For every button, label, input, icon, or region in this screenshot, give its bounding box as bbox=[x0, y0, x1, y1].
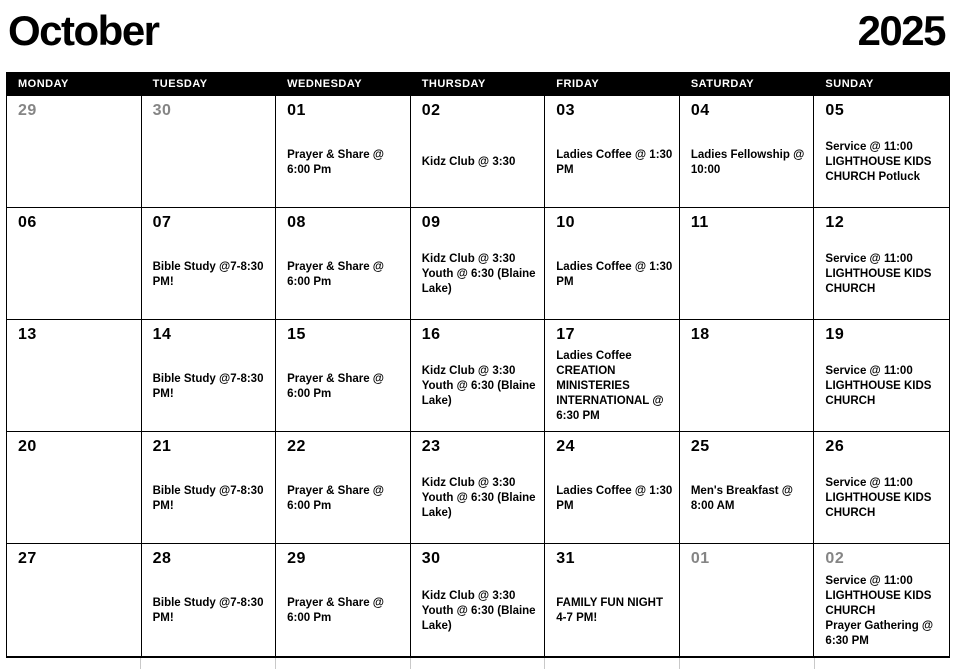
event-list bbox=[556, 568, 673, 652]
day-number: 30 bbox=[152, 102, 172, 119]
event-text: CREATION MINISTERIES INTERNATIONAL @ 6:30 PM bbox=[556, 365, 664, 423]
event-list bbox=[825, 456, 943, 539]
day-number: 19 bbox=[825, 326, 845, 343]
day-cell bbox=[142, 432, 277, 544]
event-text: Kidz Club @ 3:30 bbox=[421, 253, 516, 266]
day-number: 10 bbox=[556, 214, 576, 231]
event-list bbox=[556, 232, 673, 315]
event-text: Bible Study @7-8:30 PM! bbox=[152, 484, 264, 512]
event-text: Kidz Club @ 3:30 bbox=[421, 477, 516, 490]
event-list bbox=[556, 344, 673, 427]
event-list bbox=[287, 232, 404, 315]
day-cell bbox=[545, 96, 680, 208]
event-text: Prayer & Share @ 6:00 Pm bbox=[287, 148, 385, 176]
event-text: Ladies Coffee @ 1:30 PM bbox=[556, 260, 673, 288]
day-number: 29 bbox=[18, 102, 37, 119]
week-row bbox=[7, 96, 949, 208]
event-text: Prayer Gathering @ 6:30 PM bbox=[825, 619, 934, 647]
event-text: LIGHTHOUSE KIDS CHURCH bbox=[825, 589, 932, 617]
event-list bbox=[287, 456, 404, 539]
event-text: Kidz Club @ 3:30 bbox=[421, 589, 516, 602]
event-list bbox=[153, 232, 270, 315]
day-number: 23 bbox=[421, 438, 441, 455]
day-number: 20 bbox=[18, 438, 37, 455]
day-number: 14 bbox=[152, 326, 172, 343]
event-list bbox=[153, 568, 270, 652]
day-number: 29 bbox=[287, 550, 306, 567]
day-number: 22 bbox=[287, 438, 306, 455]
day-number: 02 bbox=[825, 550, 845, 567]
event-text: LIGHTHOUSE KIDS CHURCH bbox=[825, 492, 932, 520]
day-cell bbox=[142, 320, 277, 432]
event-list bbox=[691, 120, 808, 203]
event-list bbox=[422, 568, 539, 652]
event-list bbox=[153, 344, 270, 427]
event-list bbox=[691, 232, 808, 315]
day-cell bbox=[276, 544, 411, 656]
day-cell bbox=[814, 432, 949, 544]
event-list bbox=[691, 456, 808, 539]
event-text: LIGHTHOUSE KIDS CHURCH bbox=[825, 268, 932, 296]
year-title: 2025 bbox=[857, 7, 945, 54]
weekday-header: FRIDAY bbox=[556, 78, 600, 90]
strip-segment bbox=[680, 658, 815, 669]
event-list bbox=[691, 568, 808, 652]
cropped-next-row-strip bbox=[6, 658, 950, 669]
event-text: FAMILY FUN NIGHT 4-7 PM! bbox=[556, 597, 663, 625]
weekday-header: THURSDAY bbox=[421, 78, 486, 90]
event-list bbox=[556, 456, 673, 539]
event-list bbox=[691, 344, 808, 427]
day-number: 25 bbox=[690, 438, 710, 455]
day-cell bbox=[276, 320, 411, 432]
day-number: 07 bbox=[152, 214, 172, 231]
event-list bbox=[556, 120, 673, 203]
day-number: 12 bbox=[825, 214, 845, 231]
day-number: 17 bbox=[556, 326, 576, 343]
day-number: 02 bbox=[421, 102, 441, 119]
event-text: Men's Breakfast @ 8:00 AM bbox=[690, 484, 793, 512]
day-cell bbox=[276, 96, 411, 208]
day-number: 11 bbox=[690, 214, 709, 231]
weekday-header: SATURDAY bbox=[690, 78, 755, 90]
event-text: Youth @ 6:30 (Blaine Lake) bbox=[421, 380, 536, 408]
day-number: 08 bbox=[287, 214, 306, 231]
day-number: 24 bbox=[556, 438, 576, 455]
day-number: 01 bbox=[690, 550, 710, 567]
strip-segment bbox=[411, 658, 546, 669]
event-text: LIGHTHOUSE KIDS CHURCH Potluck bbox=[825, 156, 932, 184]
event-text: Kidz Club @ 3:30 bbox=[421, 156, 516, 169]
day-cell bbox=[7, 96, 142, 208]
event-text: Bible Study @7-8:30 PM! bbox=[152, 372, 264, 400]
event-list bbox=[287, 568, 404, 652]
event-text: Service @ 11:00 bbox=[825, 253, 913, 266]
day-cell bbox=[276, 432, 411, 544]
day-cell bbox=[411, 208, 546, 320]
day-cell bbox=[7, 544, 142, 656]
event-list bbox=[422, 120, 539, 203]
day-number: 15 bbox=[287, 326, 306, 343]
event-list bbox=[153, 120, 270, 203]
day-number: 01 bbox=[287, 102, 306, 119]
day-cell bbox=[545, 544, 680, 656]
day-number: 18 bbox=[690, 326, 710, 343]
event-text: Youth @ 6:30 (Blaine Lake) bbox=[421, 492, 536, 520]
event-list bbox=[422, 344, 539, 427]
weeks-container bbox=[7, 96, 949, 656]
day-cell bbox=[680, 96, 815, 208]
event-text: Service @ 11:00 bbox=[825, 365, 913, 378]
day-cell bbox=[142, 544, 277, 656]
weekday-header: MONDAY bbox=[18, 78, 69, 90]
week-row bbox=[7, 208, 949, 320]
event-list bbox=[825, 120, 943, 203]
day-cell bbox=[814, 96, 949, 208]
day-number: 04 bbox=[690, 102, 710, 119]
event-text: Prayer & Share @ 6:00 Pm bbox=[287, 372, 385, 400]
event-text: Prayer & Share @ 6:00 Pm bbox=[287, 484, 385, 512]
day-number: 27 bbox=[18, 550, 37, 567]
event-text: Ladies Coffee @ 1:30 PM bbox=[556, 148, 673, 176]
day-number: 31 bbox=[556, 550, 576, 567]
event-text: Service @ 11:00 bbox=[825, 477, 913, 490]
strip-segment bbox=[141, 658, 276, 669]
title-bar bbox=[0, 0, 953, 72]
day-cell bbox=[142, 96, 277, 208]
event-text: Prayer & Share @ 6:00 Pm bbox=[287, 260, 385, 288]
event-text: Prayer & Share @ 6:00 Pm bbox=[287, 597, 385, 625]
event-list bbox=[825, 232, 943, 315]
week-row bbox=[7, 432, 949, 544]
day-cell bbox=[680, 208, 815, 320]
day-cell bbox=[680, 320, 815, 432]
day-cell bbox=[814, 208, 949, 320]
event-list bbox=[287, 344, 404, 427]
day-cell bbox=[545, 208, 680, 320]
event-list bbox=[18, 568, 135, 652]
event-list bbox=[825, 344, 943, 427]
day-cell bbox=[545, 320, 680, 432]
weekday-header-row bbox=[7, 72, 949, 96]
day-number: 03 bbox=[556, 102, 576, 119]
event-text: Ladies Coffee @ 1:30 PM bbox=[556, 484, 673, 512]
event-text: Service @ 11:00 bbox=[825, 141, 913, 154]
day-cell bbox=[276, 208, 411, 320]
day-number: 05 bbox=[825, 102, 845, 119]
event-text: LIGHTHOUSE KIDS CHURCH bbox=[825, 380, 932, 408]
event-list bbox=[18, 232, 135, 315]
day-cell bbox=[411, 544, 546, 656]
day-cell bbox=[7, 208, 142, 320]
day-number: 30 bbox=[421, 550, 441, 567]
day-number: 28 bbox=[152, 550, 172, 567]
event-list bbox=[18, 120, 135, 203]
day-cell bbox=[7, 320, 142, 432]
event-text: Youth @ 6:30 (Blaine Lake) bbox=[421, 604, 536, 632]
event-text: Ladies Fellowship @ 10:00 bbox=[690, 148, 805, 176]
strip-segment bbox=[815, 658, 950, 669]
month-title: October bbox=[8, 7, 159, 54]
event-text: Bible Study @7-8:30 PM! bbox=[152, 260, 264, 288]
event-list bbox=[422, 456, 539, 539]
strip-segment bbox=[6, 658, 141, 669]
day-number: 16 bbox=[421, 326, 441, 343]
event-list bbox=[422, 232, 539, 315]
week-row bbox=[7, 320, 949, 432]
event-list bbox=[18, 456, 135, 539]
day-cell bbox=[142, 208, 277, 320]
event-text: Bible Study @7-8:30 PM! bbox=[152, 597, 264, 625]
event-list bbox=[153, 456, 270, 539]
calendar-grid bbox=[6, 72, 950, 658]
day-number: 21 bbox=[152, 438, 172, 455]
day-number: 26 bbox=[825, 438, 845, 455]
day-cell bbox=[680, 544, 815, 656]
day-cell bbox=[411, 320, 546, 432]
event-text: Service @ 11:00 bbox=[825, 574, 913, 587]
day-cell bbox=[411, 432, 546, 544]
day-cell bbox=[680, 432, 815, 544]
weekday-header: TUESDAY bbox=[152, 78, 208, 90]
event-text: Kidz Club @ 3:30 bbox=[421, 365, 516, 378]
strip-segment bbox=[545, 658, 680, 669]
event-text: Youth @ 6:30 (Blaine Lake) bbox=[421, 268, 536, 296]
day-cell bbox=[411, 96, 546, 208]
weekday-header: WEDNESDAY bbox=[287, 78, 363, 90]
day-number: 06 bbox=[18, 214, 37, 231]
weekday-header: SUNDAY bbox=[825, 78, 874, 90]
day-number: 13 bbox=[18, 326, 37, 343]
strip-segment bbox=[276, 658, 411, 669]
day-cell bbox=[814, 544, 949, 656]
event-list bbox=[287, 120, 404, 203]
event-list bbox=[825, 568, 943, 652]
day-cell bbox=[545, 432, 680, 544]
day-cell bbox=[7, 432, 142, 544]
event-text: Ladies Coffee bbox=[556, 350, 632, 363]
day-cell bbox=[814, 320, 949, 432]
day-number: 09 bbox=[421, 214, 441, 231]
week-row bbox=[7, 544, 949, 656]
event-list bbox=[18, 344, 135, 427]
